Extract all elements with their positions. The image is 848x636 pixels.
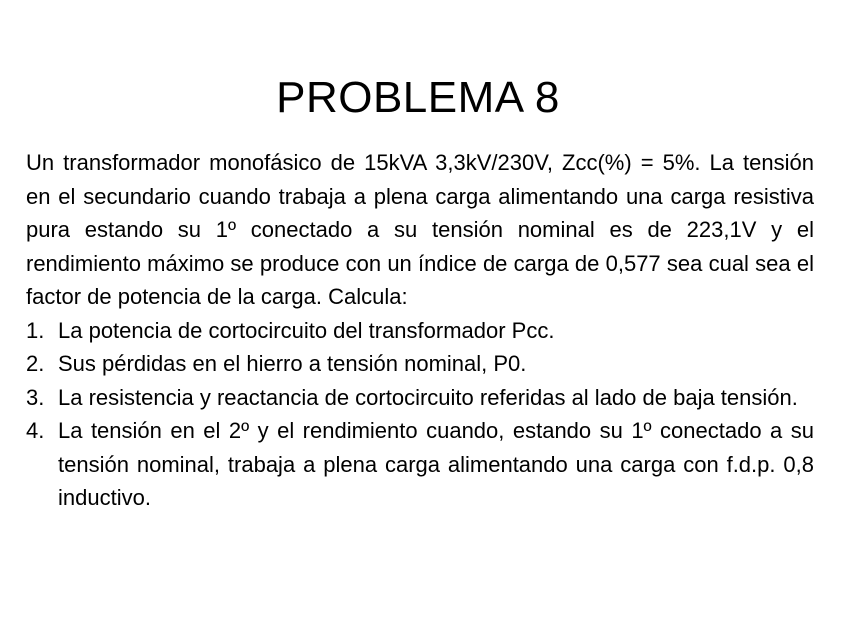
list-item: [26, 314, 814, 348]
problem-statement: Un transformador monofásico de 15kVA 3,3kV/230V, Zcc(%) = 5%. La tensión en el secundario cuando trabaja a plena carga alimentando una carga resistiva pura estando su 1º conectado a su tensión nominal es de 223,1V y el rendimiento máximo se produce con un índice de carga de 0,577 sea cual sea el factor de potencia de la carga. Calcula:: [26, 150, 814, 309]
problem-body: [26, 146, 814, 515]
item-number: 4.: [26, 418, 45, 443]
list-item: [26, 381, 814, 415]
list-item: [26, 347, 814, 381]
item-text: Sus pérdidas en el hierro a tensión nominal, P0.: [58, 351, 527, 376]
item-number: 1.: [26, 317, 45, 343]
page-title: PROBLEMA 8: [276, 73, 560, 122]
item-number: 2.: [26, 351, 45, 376]
list-item: [26, 414, 814, 515]
item-number: 3.: [26, 384, 45, 410]
item-text: La potencia de cortocircuito del transformador Pcc.: [58, 317, 555, 343]
question-list: [26, 314, 814, 515]
item-text: La tensión en el 2º y el rendimiento cuando, estando su 1º conectado a su tensión nominal, trabaja a plena carga alimentando una carga con f.d.p. 0,8 inductivo.: [58, 418, 814, 510]
item-text: La resistencia y reactancia de cortocircuito referidas al lado de baja tensión.: [58, 384, 798, 410]
